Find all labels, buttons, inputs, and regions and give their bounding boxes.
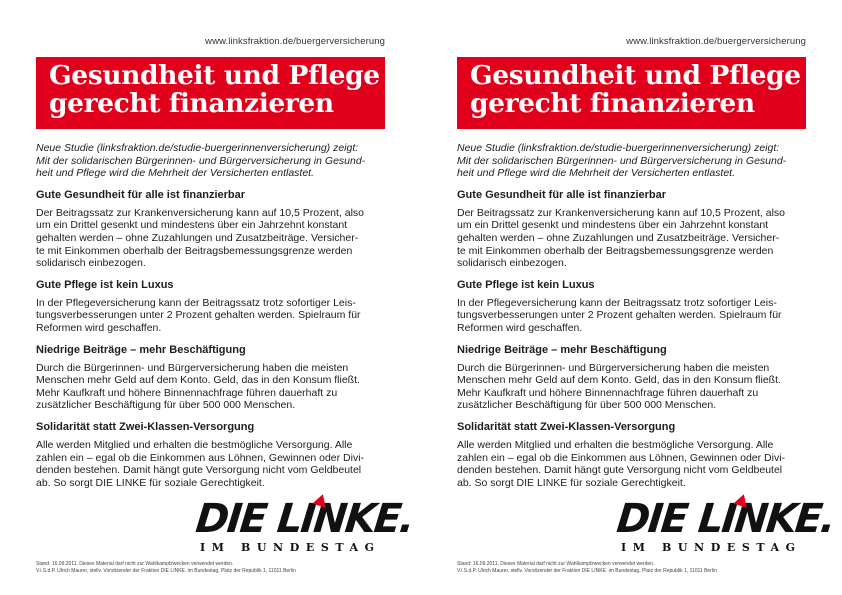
footer-line: Stand: 16.09.2011. Dieses Material darf nicht zur Wahlkampfzwecken verwendet werden. [36,561,234,567]
flyer-content [457,142,812,498]
body-line: um ein Drittel gesenkt und mindestens über ein Jahrzehnt konstant [36,219,348,232]
body-line: um ein Drittel gesenkt und mindestens über ein Jahrzehnt konstant [457,219,769,232]
body-line: gehalten werden – ohne Zuzahlungen und Zusatzbeiträge. Versicher- [36,231,359,244]
intro-line: heit und Pflege wird die Mehrheit der Versicherten entlastet. [36,167,315,180]
body-line: Mehr Kaufkraft und höhere Binnennachfrage führen dauerhaft zu [457,386,759,399]
logo-wordmark: DIE LINKE. [614,496,837,542]
intro-line: Mit der solidarischen Bürgerinnen- und Bürgerversicherung in Gesund- [457,154,787,167]
website-url[interactable]: www.linksfraktion.de/buergerversicherung [626,36,806,47]
die-linke-logo [193,496,416,559]
title-line-2: gerecht finanzieren [470,88,755,119]
section-body [36,297,391,335]
section-body [457,207,812,270]
body-line: Mehr Kaufkraft und höhere Binnennachfrage führen dauerhaft zu [36,386,338,399]
body-line: zahlen ein – egal ob die Einkommen aus Löhnen, Gewinnen oder Divi- [36,451,365,464]
title-banner [457,57,806,129]
section-body [457,362,812,412]
section-body [36,439,391,489]
body-line: Der Beitragssatz zur Krankenversicherung kann auf 10,5 Prozent, also [36,206,365,219]
section-heading: Gute Gesundheit für alle ist finanzierbar [36,188,246,201]
body-line: In der Pflegeversicherung kann der Beitragssatz trotz sofortiger Leis- [36,296,356,309]
section-body [36,207,391,270]
flyer-content [36,142,391,498]
section-heading: Gute Pflege ist kein Luxus [457,278,595,291]
body-line: Reformen wird geschaffen. [457,321,583,334]
body-line: gehalten werden – ohne Zuzahlungen und Zusatzbeiträge. Versicher- [457,231,780,244]
body-line: te mit Einkommen oberhalb der Beitragsbemessungsgrenze werden [36,244,353,257]
title-line-1: Gesundheit und Pflege [49,60,380,91]
imprint-footer [457,561,717,575]
website-url[interactable]: www.linksfraktion.de/buergerversicherung [205,36,385,47]
title-line-2: gerecht finanzieren [49,88,334,119]
body-line: ab. So sorgt DIE LINKE für soziale Gerechtigkeit. [457,476,686,489]
title-banner [36,57,385,129]
section-heading: Gute Gesundheit für alle ist finanzierbar [457,188,667,201]
body-line: tungsverbesserungen unter 2 Prozent gehalten werden. Spielraum für [36,309,361,322]
body-line: solidarisch einbezogen. [36,257,146,270]
logo-subtitle: IM BUNDESTAG [200,541,381,554]
body-line: denden bestehen. Damit hängt gute Versorgung nicht vom Geldbeutel [36,464,362,477]
section-heading: Solidarität statt Zwei-Klassen-Versorgung [36,420,255,433]
body-line: tungsverbesserungen unter 2 Prozent gehalten werden. Spielraum für [457,309,782,322]
body-line: Durch die Bürgerinnen- und Bürgerversicherung haben die meisten [457,361,770,374]
footer-line: Stand: 16.09.2011. Dieses Material darf nicht zur Wahlkampfzwecken verwendet werden. [457,561,655,567]
intro-line: heit und Pflege wird die Mehrheit der Versicherten entlastet. [457,167,736,180]
flyer-right [421,0,842,595]
section-heading: Niedrige Beiträge – mehr Beschäftigung [457,343,667,356]
body-line: zusätzlicher Beschäftigung für über 500 000 Menschen. [457,399,717,412]
intro-line: Neue Studie (linksfraktion.de/studie-buergerinnenversicherung) zeigt: [36,142,359,154]
intro-text [457,142,812,180]
section-body [36,362,391,412]
body-line: Durch die Bürgerinnen- und Bürgerversicherung haben die meisten [36,361,349,374]
body-line: In der Pflegeversicherung kann der Beitragssatz trotz sofortiger Leis- [457,296,777,309]
section-body [457,439,812,489]
body-line: Alle werden Mitglied und erhalten die bestmögliche Versorgung. Alle [36,438,353,451]
section-body [457,297,812,335]
body-line: solidarisch einbezogen. [457,257,567,270]
intro-line: Neue Studie (linksfraktion.de/studie-buergerinnenversicherung) zeigt: [457,142,780,154]
intro-line: Mit der solidarischen Bürgerinnen- und Bürgerversicherung in Gesund- [36,154,366,167]
logo-wordmark: DIE LINKE. [193,496,416,542]
body-line: Menschen mehr Geld auf dem Konto. Geld, das in den Konsum fließt. [36,374,360,387]
footer-line: V.i.S.d.P. Ulrich Maurer, stellv. Vorsitzender der Fraktion DIE LINKE. im Bundestag, Platz der Republik 1, 11011 Berlin [457,568,717,574]
body-line: Reformen wird geschaffen. [36,321,162,334]
section-heading: Niedrige Beiträge – mehr Beschäftigung [36,343,246,356]
section-heading: Gute Pflege ist kein Luxus [36,278,174,291]
body-line: Der Beitragssatz zur Krankenversicherung kann auf 10,5 Prozent, also [457,206,786,219]
footer-line: V.i.S.d.P. Ulrich Maurer, stellv. Vorsitzender der Fraktion DIE LINKE. im Bundestag, Platz der Republik 1, 11011 Berlin [36,568,296,574]
logo-subtitle: IM BUNDESTAG [621,541,802,554]
title-line-1: Gesundheit und Pflege [470,60,801,91]
body-line: denden bestehen. Damit hängt gute Versorgung nicht vom Geldbeutel [457,464,783,477]
body-line: Alle werden Mitglied und erhalten die bestmögliche Versorgung. Alle [457,438,774,451]
body-line: zusätzlicher Beschäftigung für über 500 000 Menschen. [36,399,296,412]
intro-text [36,142,391,180]
imprint-footer [36,561,296,575]
body-line: zahlen ein – egal ob die Einkommen aus Löhnen, Gewinnen oder Divi- [457,451,786,464]
section-heading: Solidarität statt Zwei-Klassen-Versorgung [457,420,676,433]
die-linke-logo [614,496,837,559]
body-line: ab. So sorgt DIE LINKE für soziale Gerechtigkeit. [36,476,265,489]
body-line: Menschen mehr Geld auf dem Konto. Geld, das in den Konsum fließt. [457,374,781,387]
body-line: te mit Einkommen oberhalb der Beitragsbemessungsgrenze werden [457,244,774,257]
